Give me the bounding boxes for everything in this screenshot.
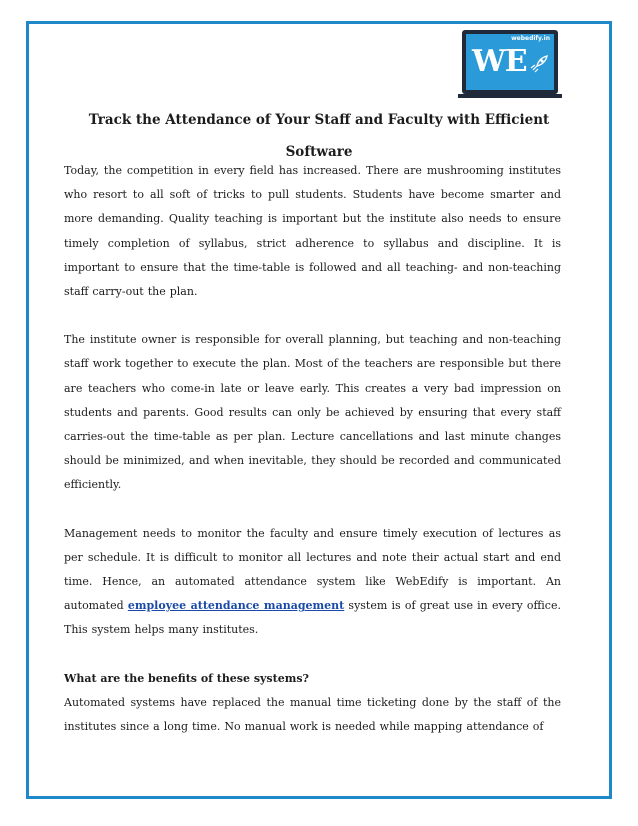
logo-screen bbox=[466, 34, 554, 90]
paragraph-management-text-end: system is of great use in every office. This system helps many institutes. bbox=[64, 599, 561, 637]
paragraph-management bbox=[64, 522, 561, 643]
paragraph-management-text-start: Management needs to monitor the faculty and ensure timely execution of lectures as per schedule. It is difficult to monitor all lectures and note their actual start and end time. Hence, an automated attendance system like WebEdify is important. An automated bbox=[64, 526, 561, 613]
logo-base bbox=[458, 94, 562, 98]
document-body bbox=[64, 159, 561, 763]
document-title: Track the Attendance of Your Staff and Faculty with Efficient Software bbox=[88, 112, 550, 160]
logo-mark-text: WE bbox=[472, 44, 527, 79]
logo-url-text: webedify.in bbox=[511, 35, 550, 42]
paragraph-benefits: Automated systems have replaced the manual time ticketing done by the staff of the institutes since a long time. No manual work is needed while mapping attendance of bbox=[64, 695, 561, 734]
benefits-heading: What are the benefits of these systems? bbox=[64, 671, 309, 685]
paragraph-competition: Today, the competition in every field has increased. There are mushrooming institutes who resort to all soft of tricks to pull students. Students have become smarter and more demanding. Quality teaching is important but the institute also needs to ensure timely completion of syllabus, strict adherence to syllabus and discipline. It is important to ensure that the time-table is followed and all teaching- and non-teaching staff carry-out the plan. bbox=[64, 164, 561, 299]
paragraph-planning: The institute owner is responsible for overall planning, but teaching and non-teaching staff work together to execute the plan. Most of the teachers are responsible but there are teachers who come-in late or leave early. This creates a very bad impression on students and parents. Good results can only be achieved by ensuring that every staff carries-out the time-table as per plan. Lecture cancellations and last minute changes should be minimized, and when inevitable, they should be recorded and communicated efficiently. bbox=[64, 333, 561, 492]
employee-attendance-link[interactable]: employee attendance management bbox=[127, 599, 345, 613]
rocket-icon bbox=[529, 54, 549, 74]
webedify-logo bbox=[462, 30, 558, 94]
